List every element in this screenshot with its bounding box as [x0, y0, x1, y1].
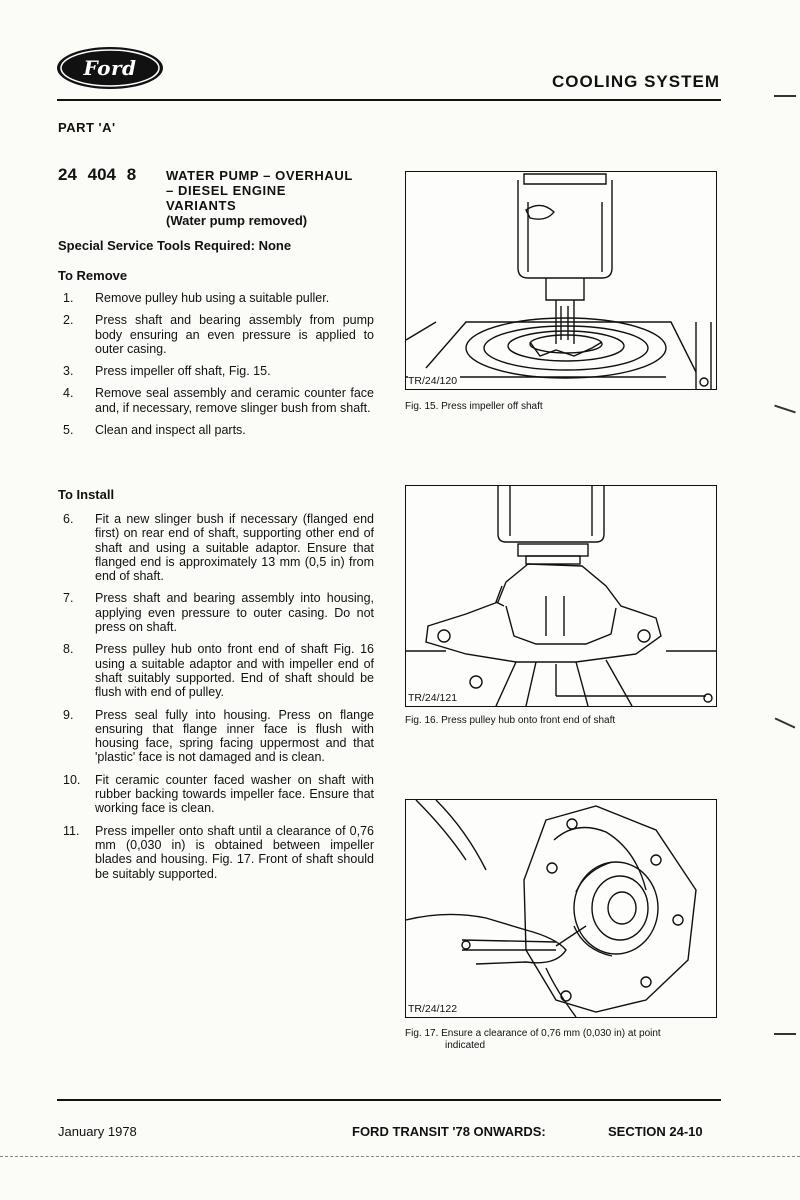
footer-rule	[57, 1099, 721, 1101]
margin-mark	[774, 1033, 796, 1035]
step-text: Fit ceramic counter faced washer on shaft with rubber backing towards impeller face. Ensure that working face is clean.	[95, 772, 374, 816]
figure-17-illustration	[405, 799, 717, 1018]
footer-model: FORD TRANSIT '78 ONWARDS:	[352, 1124, 546, 1139]
figure-16-caption: Fig. 16. Press pulley hub onto front end of shaft	[405, 715, 616, 726]
ford-logo	[55, 45, 165, 91]
step-text: Fit a new slinger bush if necessary (flanged end first) on rear end of shaft, supporting other end of shaft and using a suitable adaptor. Ensure that flanged end is approximately 13 mm (0,5 in) from end of shaft.	[95, 512, 374, 584]
special-tools-line: Special Service Tools Required: None	[58, 238, 292, 253]
step-item: 5. Clean and inspect all parts.	[63, 423, 246, 438]
step-item: 8. Press pulley hub onto front end of shaft Fig. 16 using a suitable adaptor and with impeller end of shaft suitably supported. End of shaft should be flush with end of pulley.	[63, 642, 374, 700]
figure-17-caption-line1: Fig. 17. Ensure a clearance of 0,76 mm (0,030 in) at point	[405, 1028, 661, 1039]
figure-17-caption	[405, 1028, 705, 1052]
logo-text: Ford	[83, 56, 137, 80]
remove-heading: To Remove	[58, 268, 128, 283]
step-text: Press shaft and bearing assembly into housing, applying even pressure to outer casing. Do not press on shaft.	[95, 591, 374, 635]
figure-17-caption-line2: indicated	[445, 1040, 486, 1051]
scan-edge-line	[0, 1156, 800, 1158]
step-item: 9. Press seal fully into housing. Press on flange ensuring that flange inner face is flush with housing face, spring facing uppermost and that 'plastic' face is not damaged and is clean.	[63, 707, 374, 765]
step-text: Remove pulley hub using a suitable puller.	[95, 291, 330, 305]
step-item: 3. Press impeller off shaft, Fig. 15.	[63, 364, 271, 379]
install-steps-list	[58, 512, 374, 889]
step-text: Press seal fully into housing. Press on flange ensuring that flange inner face is flush with housing face, spring facing uppermost and that 'plastic' face is not damaged and is clean.	[95, 707, 374, 765]
margin-mark	[774, 405, 796, 414]
footer-date: January 1978	[58, 1124, 137, 1139]
figure-15-illustration	[405, 171, 717, 390]
step-item: 4. Remove seal assembly and ceramic counter face and, if necessary, remove slinger bush from shaft.	[63, 386, 374, 415]
step-text: Press impeller off shaft, Fig. 15.	[95, 364, 271, 379]
operation-title-line4: (Water pump removed)	[166, 213, 308, 228]
figure-16-illustration	[405, 485, 717, 707]
step-text: Clean and inspect all parts.	[95, 423, 246, 438]
footer-section: SECTION 24-10	[608, 1124, 703, 1139]
margin-mark	[775, 717, 796, 728]
section-title: COOLING SYSTEM	[552, 72, 720, 91]
operation-title-line1: WATER PUMP – OVERHAUL	[166, 168, 353, 183]
step-text: Press impeller onto shaft until a clearance of 0,76 mm (0,030 in) is obtained between impeller blades and housing. Fig. 17. Front of shaft should be suitably supported.	[95, 823, 374, 881]
remove-steps-list	[58, 291, 374, 445]
step-item: 11. Press impeller onto shaft until a clearance of 0,76 mm (0,030 in) is obtained between impeller blades and housing. Fig. 17. Front of shaft should be suitably supported.	[63, 823, 374, 881]
step-item: 10. Fit ceramic counter faced washer on shaft with rubber backing towards impeller face. Ensure that working face is clean.	[63, 772, 374, 816]
step-item: 2. Press shaft and bearing assembly from pump body ensuring an even pressure is applied to outer casing.	[63, 313, 374, 356]
figure-15-caption: Fig. 15. Press impeller off shaft	[405, 401, 543, 412]
impeller-clearance-drawing	[406, 800, 716, 1017]
operation-number: 24 404 8	[58, 165, 137, 184]
step-text: Remove seal assembly and ceramic counter face and, if necessary, remove slinger bush from shaft.	[95, 386, 374, 415]
operation-title-line3: VARIANTS	[166, 198, 237, 213]
step-item: 6. Fit a new slinger bush if necessary (flanged end first) on rear end of shaft, supporting other end of shaft and using a suitable adaptor. Ensure that flanged end is approximately 13 mm (0,5 in) from end of shaft.	[63, 512, 374, 584]
install-heading: To Install	[58, 487, 115, 502]
step-item: 7. Press shaft and bearing assembly into housing, applying even pressure to outer casing. Do not press on shaft.	[63, 591, 374, 635]
figure-reference: TR/24/121	[408, 692, 460, 704]
step-item: 1. Remove pulley hub using a suitable puller.	[63, 291, 330, 305]
margin-mark	[774, 95, 796, 97]
figure-reference: TR/24/122	[408, 1003, 460, 1015]
press-impeller-drawing	[406, 172, 716, 389]
step-text: Press pulley hub onto front end of shaft Fig. 16 using a suitable adaptor and with impeller end of shaft suitably supported. End of shaft should be flush with end of pulley.	[95, 642, 374, 700]
figure-reference: TR/24/120	[408, 375, 460, 387]
press-pulley-hub-drawing	[406, 486, 716, 706]
step-text: Press shaft and bearing assembly from pump body ensuring an even pressure is applied to outer casing.	[95, 313, 374, 356]
header-rule	[57, 99, 721, 101]
operation-title	[166, 168, 396, 228]
part-label: PART 'A'	[58, 120, 116, 135]
operation-title-line2: – DIESEL ENGINE	[166, 183, 287, 198]
